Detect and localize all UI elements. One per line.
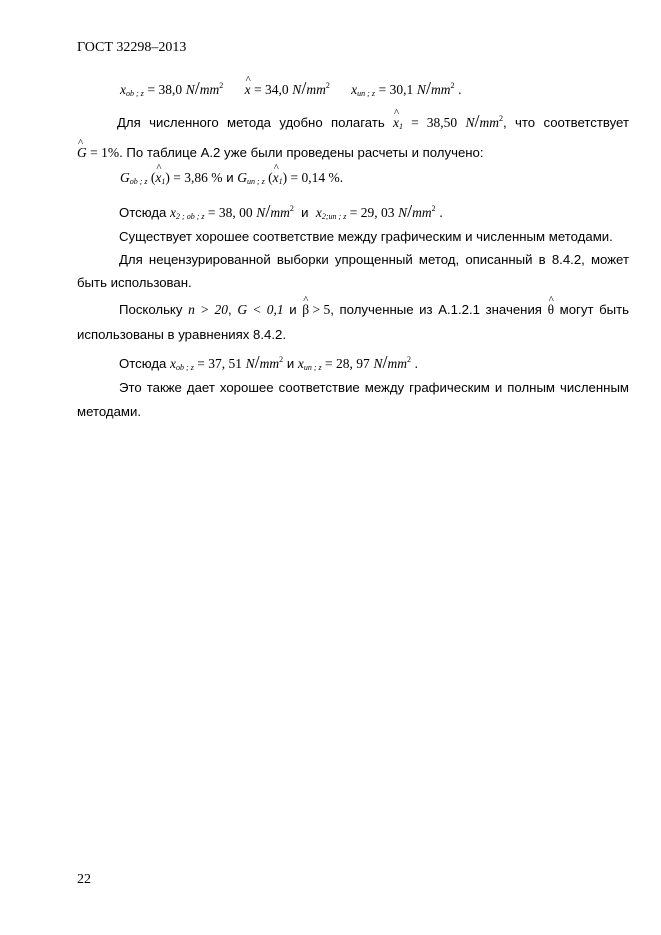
paragraph-1-line-1: Для численного метода удобно полагать ^ $x_1 = 38,50$ $N/mm^2$, что соответствует <box>77 111 629 132</box>
value-x2-un: 29, 03 <box>360 205 395 220</box>
value-x-ob: 38,0 <box>158 82 183 97</box>
paragraph-8-line-2: методами. <box>77 404 142 419</box>
paragraph-3: Отсюда $x_{2 ; ob ; z} = 38$, 00 $N/mm^2$ и $x_{2;un ; z} = 29$, 03 $N/mm^2$ . <box>119 201 443 221</box>
paragraph-6-line-2: использованы в уравнениях 8.4.2. <box>77 327 287 342</box>
paragraph-6-line-1: Поскольку n > 20, G < 0,1 и ^ β > 5, полученные из А.1.2.1 значения ^ θ могут быть <box>77 302 629 318</box>
value-G-ob: 3,86 % <box>184 170 223 185</box>
condition-n: n > 20 <box>188 302 229 317</box>
page-number: 22 <box>77 872 91 887</box>
paragraph-1-line-2: ^ G = 1%. По таблице А.2 уже были проведены расчеты и получено: <box>77 145 484 161</box>
theta-symbol: ^ θ <box>548 302 554 318</box>
condition-G: G < 0,1 <box>237 302 284 317</box>
condition-beta: ^ β > 5 <box>302 302 330 318</box>
paragraph-5-line-2: быть использован. <box>77 275 192 290</box>
value-x1: 38,50 <box>426 115 458 130</box>
paragraph-4: Существует хорошее соответствие между графическим и численным методами. <box>119 229 613 244</box>
value-G-un: 0,14 % <box>301 170 340 185</box>
paragraph-8-line-1: Это также дает хорошее соответствие между графическим и полным численным <box>119 380 629 395</box>
paragraph-7: Отсюда $x_{ob ; z} = 37$, 51 $N/mm^2$ и $x_{un ; z} = 28$, 97 $N/mm^2$ . <box>119 352 419 372</box>
paragraph-5-line-1: Для нецензурированной выборки упрощенный метод, описанный в 8.4.2, может <box>119 252 629 267</box>
subscript-un: un ; z <box>357 89 375 98</box>
value-G-hat: = 1% <box>86 145 120 160</box>
formula-line-G: $G_{ob ; z}$ (^ $x_1) = 3,86$ % и $G_{un ; z}$ (^ $x_1) = 0,14$ %. <box>120 170 343 186</box>
value-x2-ob: 38, 00 <box>218 205 253 220</box>
value-x-ob-final: 37, 51 <box>208 356 242 371</box>
value-x-un: 30,1 <box>389 82 414 97</box>
value-x-un-final: 28, 97 <box>336 356 370 371</box>
document-header: ГОСТ 32298–2013 <box>77 40 187 55</box>
value-x-hat: 34,0 <box>265 82 289 97</box>
formula-line-1: $x_{ob ; z} = 38,0$ $N/mm^2$ ^ x = 34,0 $N/mm^2$ $x_{un ; z} = 30,1$ $N/mm^2$ . <box>120 78 462 99</box>
subscript-ob: ob ; z <box>126 89 144 98</box>
